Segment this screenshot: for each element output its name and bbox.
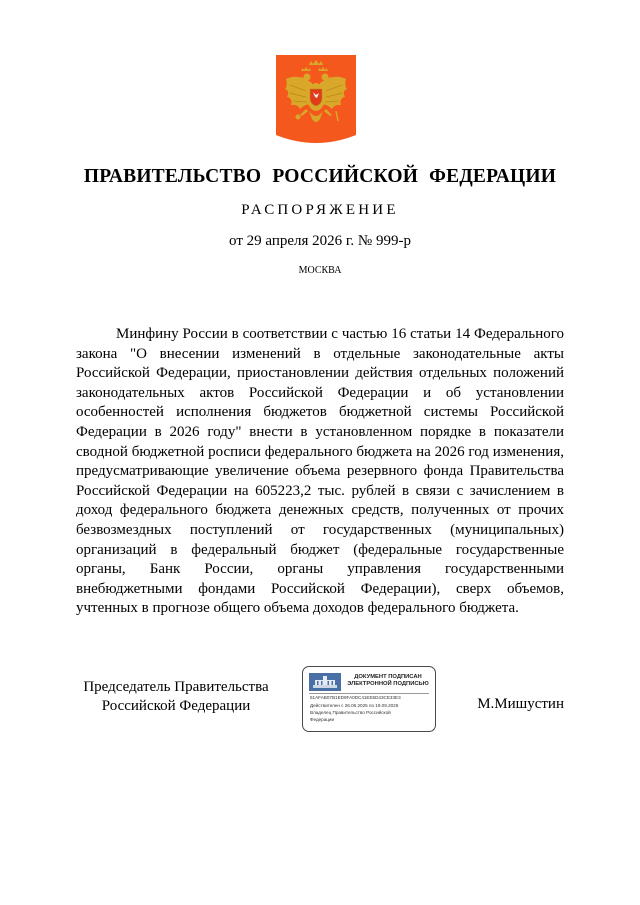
signer-name: М.Мишустин <box>477 696 564 712</box>
stamp-owner: Владелец Правительство Российской <box>310 710 391 715</box>
document-type: РАСПОРЯЖЕНИЕ <box>241 202 399 218</box>
government-building-icon <box>309 673 341 691</box>
electronic-signature-stamp <box>302 666 436 732</box>
government-title: ПРАВИТЕЛЬСТВО РОССИЙСКОЙ ФЕДЕРАЦИИ <box>83 166 557 187</box>
stamp-divider <box>309 693 429 694</box>
stamp-owner-continued: Федерации <box>310 717 335 722</box>
document-city: МОСКВА <box>298 265 342 276</box>
document-date-number: от 29 апреля 2026 г. № 999-р <box>229 233 411 249</box>
coat-of-arms-icon <box>276 55 356 145</box>
signer-title: Председатель Правительства Российской Федерации <box>83 679 269 714</box>
stamp-heading: ДОКУМЕНТ ПОДПИСАН ЭЛЕКТРОННОЙ ПОДПИСЬЮ <box>347 674 429 687</box>
body-paragraph: Минфину России в соответствии с частью 16 статьи 14 Федерального закона "О внесении изменений в отдельные законодательные акты Российской Федерации, приостановлении действия отдельных положений законодательных актов Российской Федерации и об установлении особенностей исполнения бюджетов бюджетной системы Российской Федерации в 2026 году" внести в установленном порядке в показатели сводной бюджетной росписи федерального бюджета на 2026 год изменения, предусматривающие увеличение объема резервного фонда Правительства Российской Федерации на 605223,2 тыс. рублей в связи с зачислением в доход федерального бюджета денежных средств, полученных от прочих безвозмездных поступлений от государственных (муниципальных) организаций в федеральный бюджет (федеральные государственные органы, Банк России, органы управления государственными внебюджетными фондами Российской Федерации), сверх объемов, учтенных в прогнозе общего объема доходов федерального бюджета. <box>76 326 564 617</box>
stamp-certificate: 51AFAB07B1ED9FA0DC41EE5D43CE33E3 <box>310 695 401 700</box>
stamp-validity: Действителен с 26.06.2025 по 19.09.2026 <box>310 703 399 708</box>
